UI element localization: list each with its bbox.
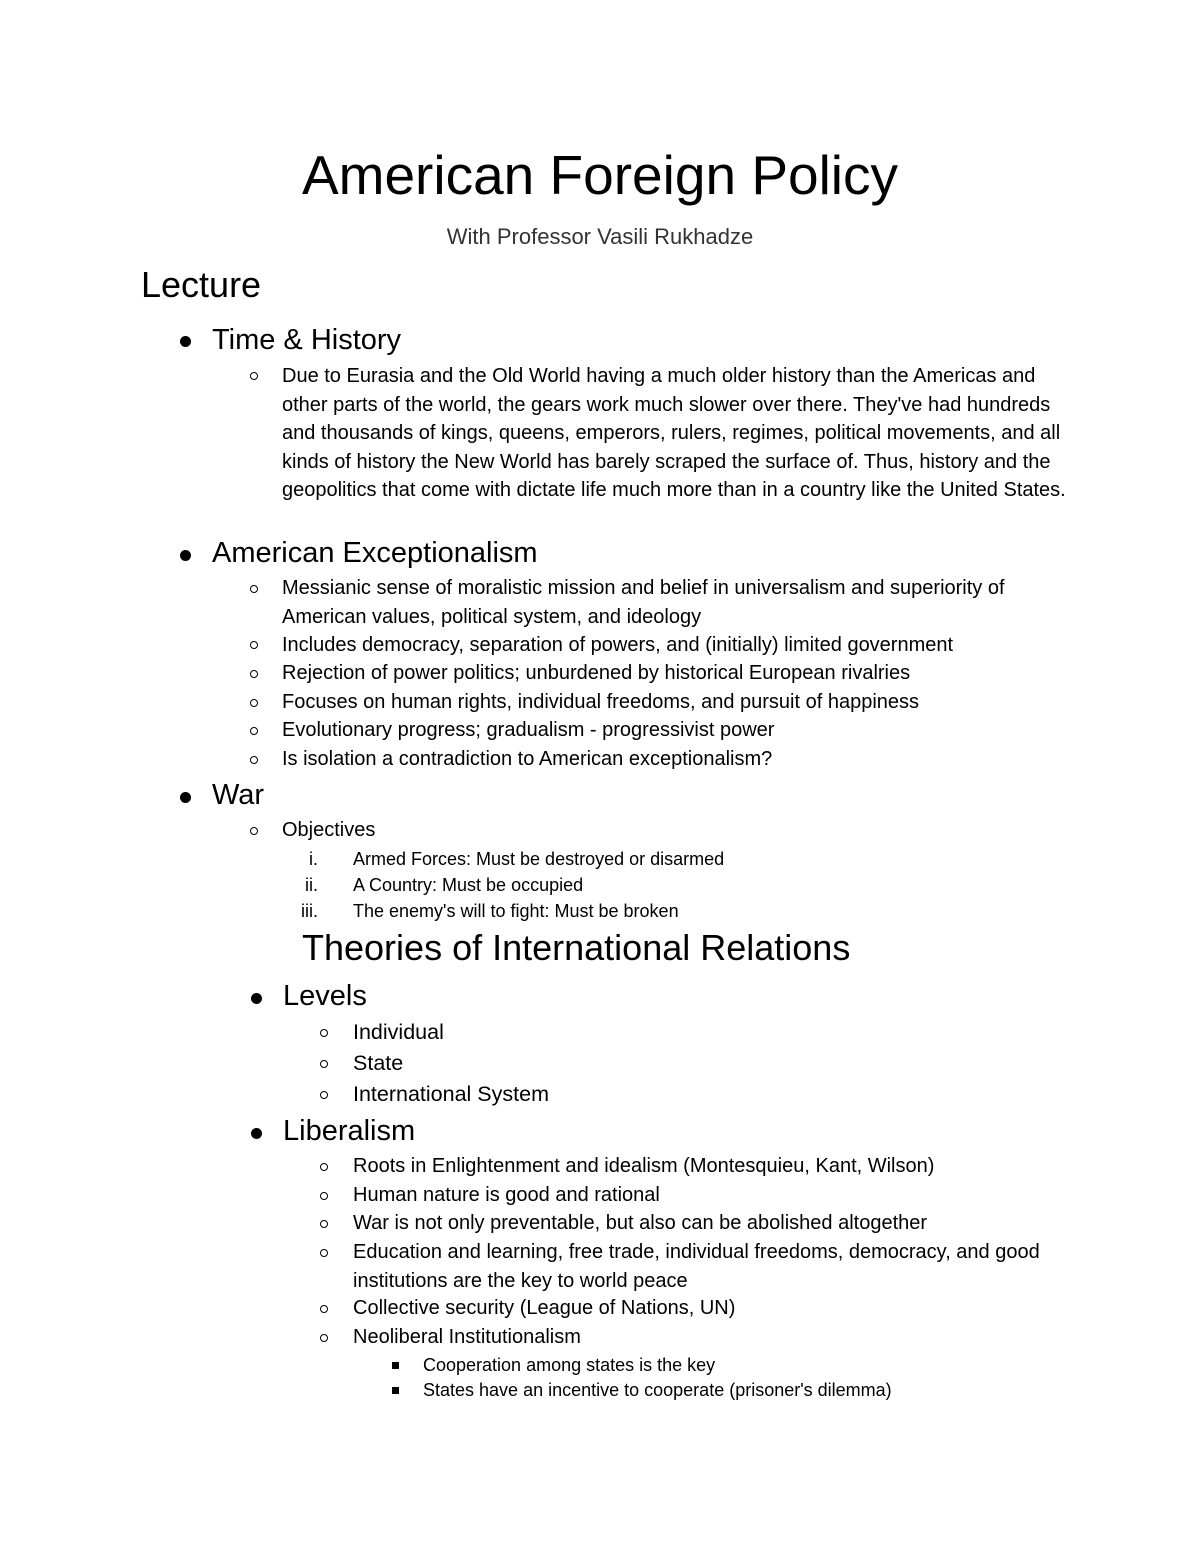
liberalism-item: Neoliberal Institutionalism [353, 1326, 581, 1348]
neoliberal-item: Cooperation among states is the key [423, 1355, 716, 1375]
circle-bullet-icon [250, 756, 258, 764]
objective-item: A Country: Must be occupied [353, 875, 584, 895]
exceptionalism-item: Evolutionary progress; gradualism - progressivist power [282, 719, 775, 741]
document-subtitle: With Professor Vasili Rukhadze [446, 224, 754, 249]
levels-item: State [353, 1051, 404, 1075]
bullet-icon [180, 336, 191, 347]
circle-bullet-icon [250, 699, 258, 707]
exceptionalism-item: Is isolation a contradiction to American exceptionalism? [282, 748, 773, 770]
levels-item: Individual [353, 1020, 444, 1044]
square-bullet-icon [392, 1387, 399, 1394]
circle-bullet-icon [320, 1163, 328, 1171]
bullet-icon [180, 792, 191, 803]
objective-item: Armed Forces: Must be destroyed or disarmed [353, 849, 725, 869]
objective-item: The enemy's will to fight: Must be broken [353, 901, 679, 921]
square-bullet-icon [392, 1362, 399, 1369]
objective-number: ii. [305, 875, 318, 895]
exceptionalism-item: Includes democracy, separation of powers, and (initially) limited government [282, 634, 954, 656]
neoliberal-item: States have an incentive to cooperate (prisoner's dilemma) [423, 1380, 892, 1400]
objectives-label: Objectives [282, 819, 376, 841]
circle-bullet-icon [320, 1220, 328, 1228]
time-history-item: Due to Eurasia and the Old World having a much older history than the Americas and other parts of the world, the gears work much slower over there. They've had hundreds and thousands of kings, queens, emperors, rulers, regimes, political movements, and all kinds of history the New World has barely scraped the surface of. Thus, history and the geopolitics that come with dictate life much more than in a country like the United States. [282, 365, 1066, 501]
objective-number: iii. [301, 901, 318, 921]
objective-number: i. [309, 849, 318, 869]
circle-bullet-icon [250, 827, 258, 835]
liberalism-item: Roots in Enlightenment and idealism (Montesquieu, Kant, Wilson) [353, 1155, 935, 1177]
circle-bullet-icon [250, 670, 258, 678]
liberalism-heading: Liberalism [283, 1115, 416, 1147]
bullet-icon [180, 550, 191, 561]
time-history-heading: Time & History [212, 324, 402, 356]
document-title: American Foreign Policy [301, 144, 899, 206]
bullet-icon [251, 1128, 262, 1139]
circle-bullet-icon [320, 1192, 328, 1200]
liberalism-item: War is not only preventable, but also can be abolished altogether [353, 1212, 928, 1234]
liberalism-item: Human nature is good and rational [353, 1184, 660, 1206]
circle-bullet-icon [320, 1334, 328, 1342]
levels-item: International System [353, 1082, 549, 1106]
circle-bullet-icon [250, 585, 258, 593]
levels-heading: Levels [283, 980, 367, 1012]
circle-bullet-icon [320, 1091, 328, 1099]
circle-bullet-icon [250, 641, 258, 649]
exceptionalism-item: Rejection of power politics; unburdened by historical European rivalries [282, 662, 911, 684]
liberalism-item: Education and learning, free trade, individual freedoms, democracy, and good institutions are the key to world peace [353, 1241, 1040, 1292]
theories-heading: Theories of International Relations [302, 927, 851, 968]
circle-bullet-icon [320, 1060, 328, 1068]
circle-bullet-icon [250, 372, 258, 380]
circle-bullet-icon [320, 1029, 328, 1037]
bullet-icon [251, 993, 262, 1004]
circle-bullet-icon [320, 1249, 328, 1257]
exceptionalism-heading: American Exceptionalism [212, 537, 538, 569]
circle-bullet-icon [320, 1305, 328, 1313]
exceptionalism-item: Focuses on human rights, individual freedoms, and pursuit of happiness [282, 691, 920, 713]
circle-bullet-icon [250, 727, 258, 735]
exceptionalism-item: Messianic sense of moralistic mission and belief in universalism and superiority of American values, political system, and ideology [282, 577, 1005, 628]
war-heading: War [212, 779, 265, 811]
liberalism-item: Collective security (League of Nations, UN) [353, 1297, 736, 1319]
lecture-heading: Lecture [141, 264, 262, 305]
